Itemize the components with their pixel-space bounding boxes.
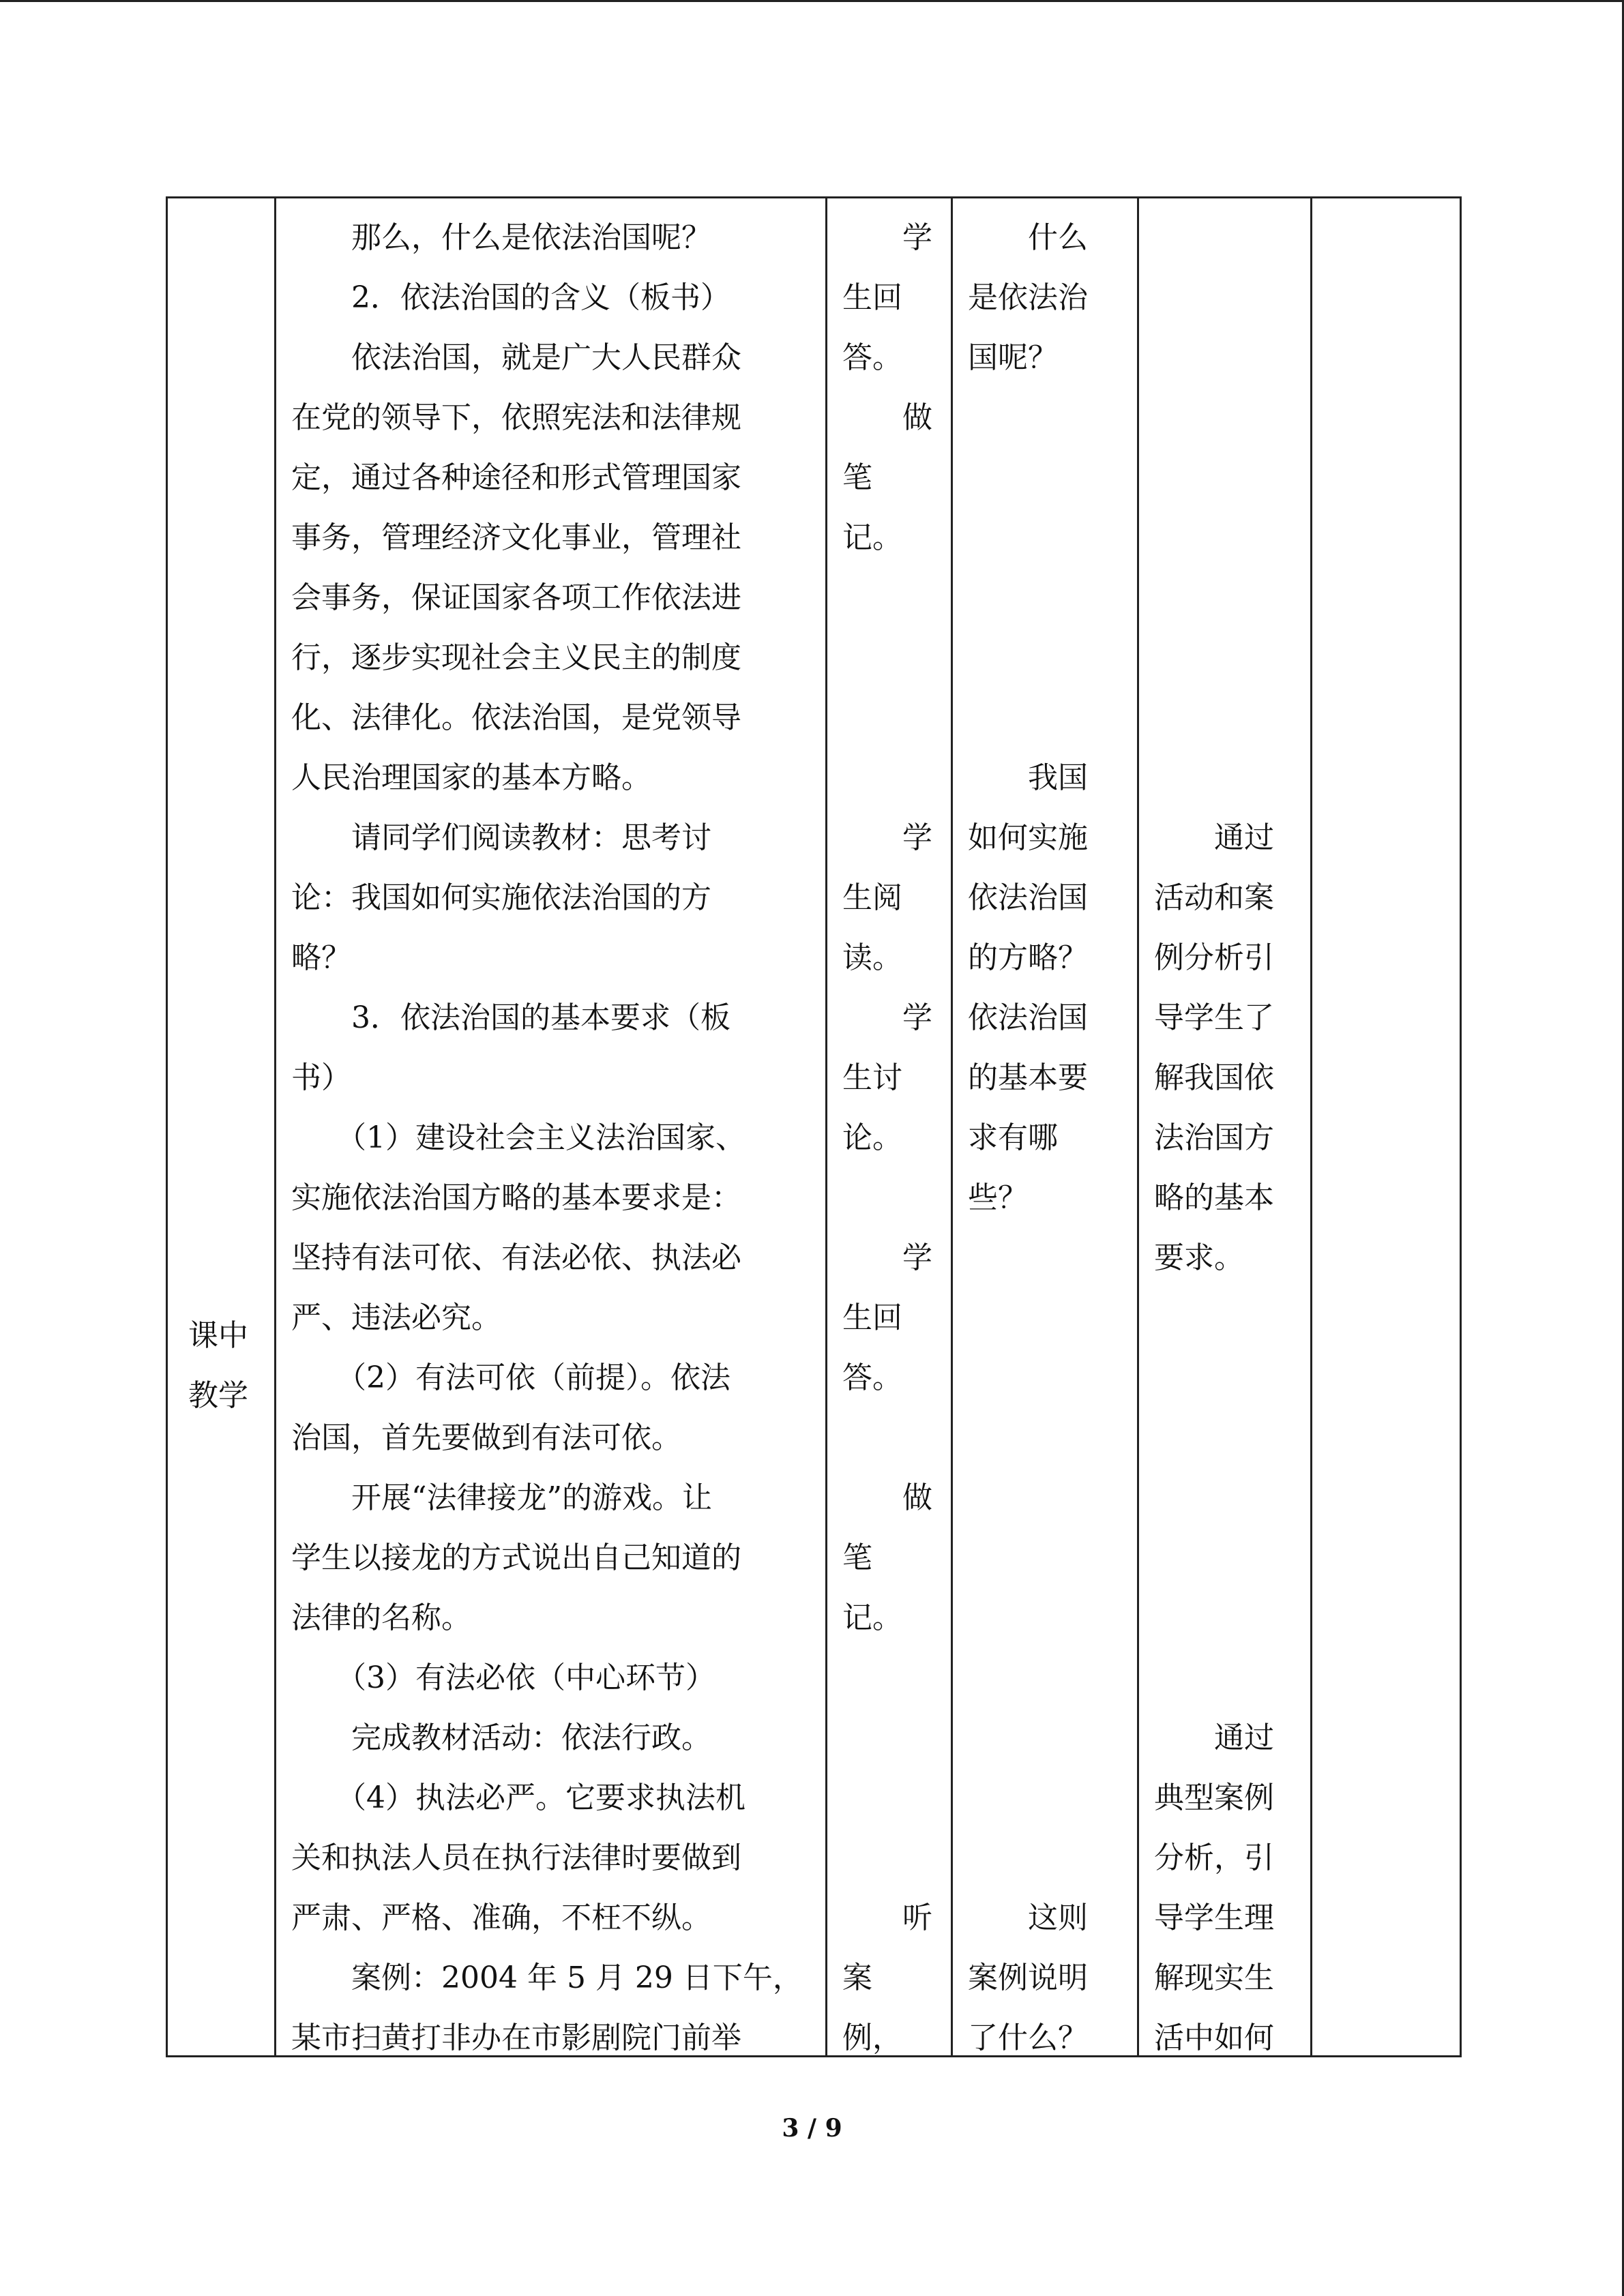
intent-line: 例分析引 [1154,940,1274,975]
content-line: 定，通过各种途径和形式管理国家 [291,460,741,495]
content-line: 某市扫黄打非办在市影剧院门前举 [291,2021,741,2055]
student-line: 学 [902,1000,932,1035]
question-line: 这则 [1028,1900,1088,1935]
content-line: 依法治国，就是广大人民群众 [351,340,741,375]
question-line: 我国 [1028,760,1088,795]
content-line: 关和执法人员在执行法律时要做到 [291,1840,741,1875]
intent-column [1137,198,1310,2055]
content-line: 严、违法必究。 [291,1300,501,1335]
question-line: 国呢？ [968,340,1058,375]
stage-label: 课中 [188,1318,248,1353]
question-line: 依法治国 [968,880,1088,915]
content-line: 法律的名称。 [291,1600,471,1635]
question-line: 了什么？ [968,2021,1088,2055]
content-line: 行，逐步实现社会主义民主的制度 [291,640,741,675]
student-line: 学 [902,1240,932,1275]
student-line: 案 [842,1960,872,1995]
content-line: 严肃、严格、准确，不枉不纵。 [291,1900,711,1935]
content-line: （3）有法必依（中心环节） [336,1660,715,1695]
content-line: 人民治理国家的基本方略。 [291,760,651,795]
notes-column [1310,198,1460,2055]
question-line: 如何实施 [968,820,1088,855]
student-line: 笔 [842,1540,872,1575]
content-line: 3．依法治国的基本要求（板 [351,1000,730,1035]
stage-label: 教学 [188,1378,248,1413]
content-line: 学生以接龙的方式说出自己知道的 [291,1540,741,1575]
question-column [951,198,1137,2055]
question-line: 什么 [1028,220,1088,255]
student-line: 论。 [842,1120,902,1155]
content-line: 在党的领导下，依照宪法和法律规 [291,400,741,435]
student-line: 记。 [842,520,902,555]
intent-line: 略的基本 [1154,1180,1274,1215]
student-line: 记。 [842,1600,902,1635]
content-line: 那么，什么是依法治国呢？ [351,220,711,255]
student-line: 答。 [842,1360,902,1395]
content-line: 化、法律化。依法治国，是党领导 [291,700,741,735]
intent-line: 导学生了 [1154,1000,1274,1035]
intent-line: 解现实生 [1154,1960,1274,1995]
question-line: 些？ [968,1180,1028,1215]
content-column [274,198,825,2055]
question-line: 案例说明 [968,1960,1088,1995]
stage-column [168,198,274,2055]
content-line: （1）建设社会主义法治国家、 [336,1120,745,1155]
student-line: 例， [842,2021,902,2055]
question-line: 是依法治 [968,280,1088,315]
question-line: 依法治国 [968,1000,1088,1035]
student-line: 生阅 [842,880,902,915]
intent-line: 导学生理 [1154,1900,1274,1935]
student-line: 做 [902,400,932,435]
intent-line: 典型案例 [1154,1780,1274,1815]
intent-line: 活中如何 [1154,2021,1274,2055]
content-line: （4）执法必严。它要求执法机 [336,1780,745,1815]
question-line: 求有哪 [968,1120,1058,1155]
student-line: 学 [902,220,932,255]
page-top-border [0,0,1624,2]
content-line: 完成教材活动：依法行政。 [351,1720,711,1755]
content-line: 坚持有法可依、有法必依、执法必 [291,1240,741,1275]
student-line: 生讨 [842,1060,902,1095]
content-line: 会事务，保证国家各项工作依法进 [291,580,741,615]
content-line: 请同学们阅读教材：思考讨 [351,820,711,855]
student-activity-column [825,198,951,2055]
content-line: 事务，管理经济文化事业，管理社 [291,520,741,555]
student-line: 笔 [842,460,872,495]
intent-line: 法治国方 [1154,1120,1274,1155]
content-line: 书） [291,1060,351,1095]
intent-line: 通过 [1214,1720,1274,1755]
student-line: 读。 [842,940,902,975]
question-line: 的方略？ [968,940,1088,975]
intent-line: 分析，引 [1154,1840,1274,1875]
content-line: 略？ [291,940,351,975]
content-line: 开展“法律接龙”的游戏。让 [351,1480,712,1515]
student-line: 学 [902,820,932,855]
intent-line: 通过 [1214,820,1274,855]
content-line: 论：我国如何实施依法治国的方 [291,880,711,915]
student-line: 生回 [842,280,902,315]
lesson-plan-table [166,196,1462,2057]
question-line: 的基本要 [968,1060,1088,1095]
content-line: （2）有法可依（前提）。依法 [336,1360,730,1395]
content-line: 2．依法治国的含义（板书） [351,280,730,315]
intent-line: 解我国依 [1154,1060,1274,1095]
student-line: 做 [902,1480,932,1515]
intent-line: 活动和案 [1154,880,1274,915]
student-line: 听 [902,1900,932,1935]
page-number: 3 / 9 [782,2114,842,2143]
content-line: 案例：2004 年 5 月 29 日下午， [351,1960,803,1995]
student-line: 生回 [842,1300,902,1335]
content-line: 实施依法治国方略的基本要求是： [291,1180,741,1215]
content-line: 治国，首先要做到有法可依。 [291,1420,681,1455]
student-line: 答。 [842,340,902,375]
intent-line: 要求。 [1154,1240,1244,1275]
